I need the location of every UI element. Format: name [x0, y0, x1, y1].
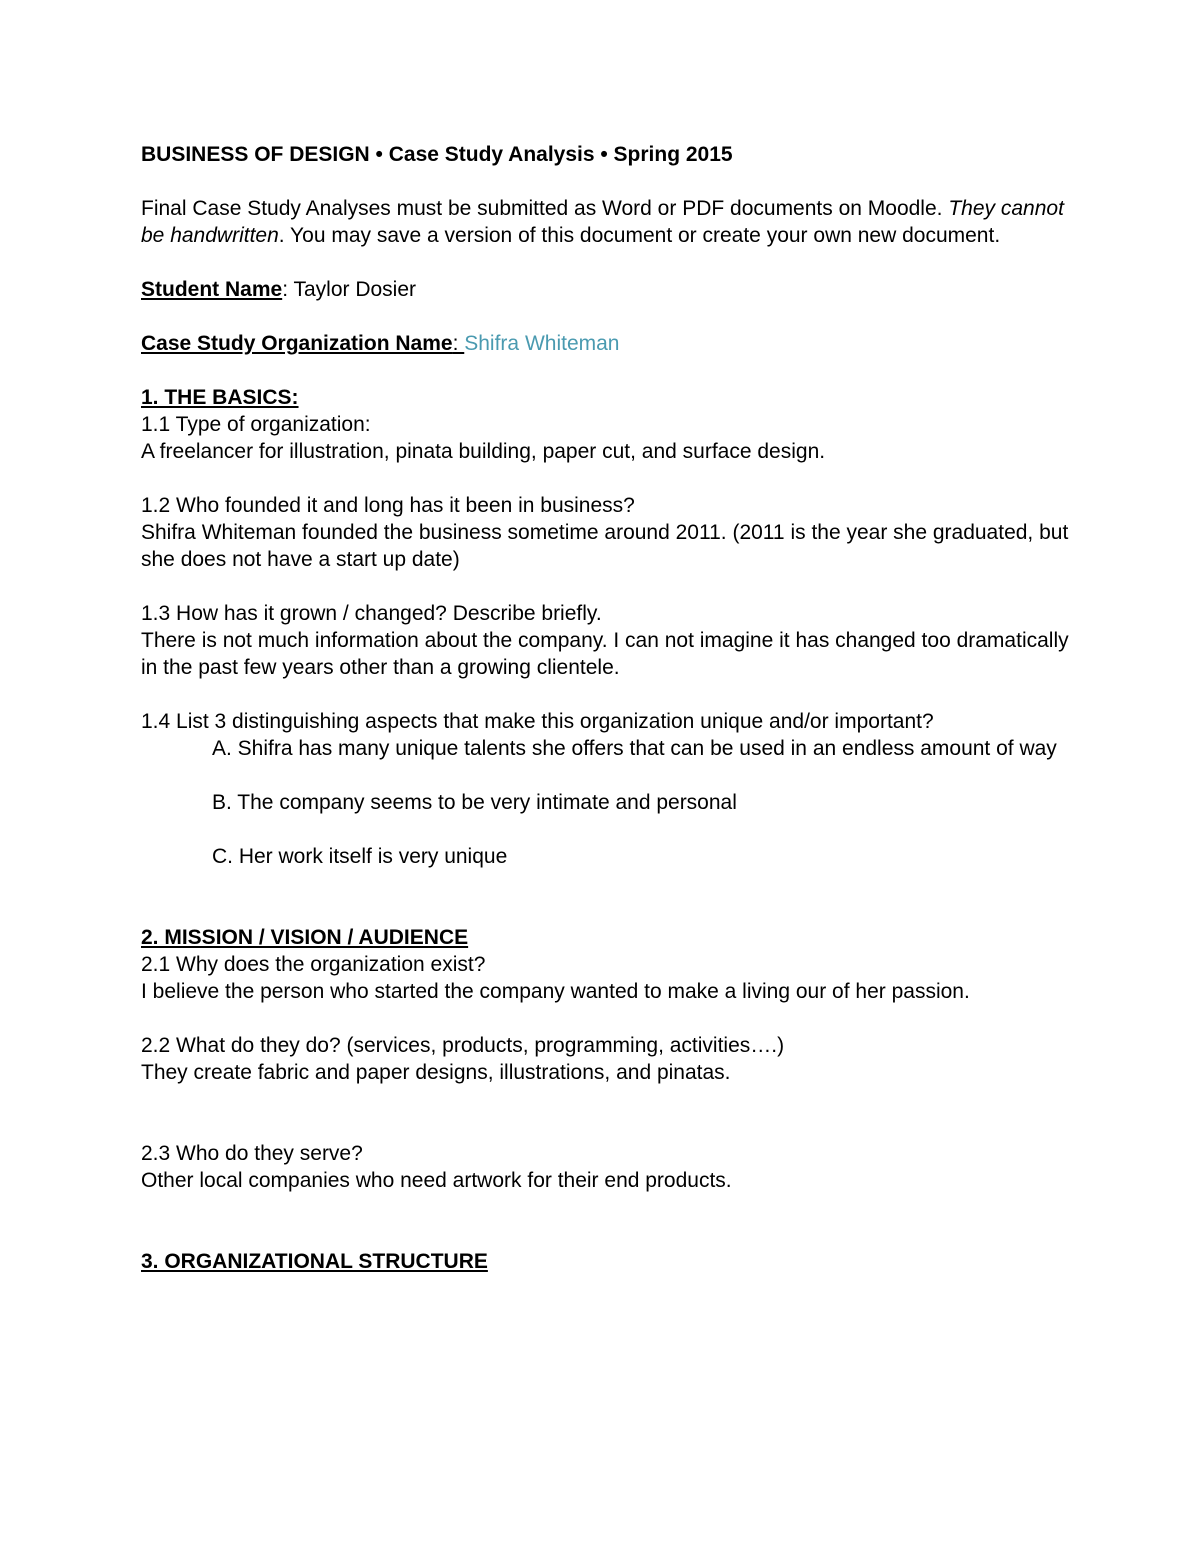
spacer — [141, 1005, 1071, 1032]
question-2-2: 2.2 What do they do? (services, products, programming, activities….) — [141, 1034, 785, 1057]
organization-name-separator: : — [452, 332, 465, 355]
student-name-label: Student Name — [141, 278, 283, 301]
spacer — [141, 816, 1071, 843]
student-name-value: Taylor Dosier — [293, 278, 417, 301]
document-page — [141, 141, 1071, 1275]
list-item-a: A. Shifra has many unique talents she offers that can be used in an endless amount of way — [212, 737, 1057, 760]
organization-name-value: Shifra Whiteman — [464, 332, 620, 355]
question-1-3: 1.3 How has it grown / changed? Describe briefly. — [141, 602, 602, 625]
answer-2-2: They create fabric and paper designs, illustrations, and pinatas. — [141, 1061, 731, 1084]
question-2-3: 2.3 Who do they serve? — [141, 1142, 363, 1165]
intro-paragraph — [141, 195, 1071, 249]
spacer — [141, 573, 1071, 600]
spacer — [141, 1086, 1071, 1140]
spacer — [141, 465, 1071, 492]
section-heading-mission: 2. MISSION / VISION / AUDIENCE — [141, 926, 469, 949]
answer-1-3: There is not much information about the company. I can not imagine it has changed too dramatically in the past few years other than a growing clientele. — [141, 629, 1069, 679]
spacer — [141, 249, 1071, 276]
question-2-1: 2.1 Why does the organization exist? — [141, 953, 486, 976]
section-heading-structure: 3. ORGANIZATIONAL STRUCTURE — [141, 1250, 488, 1273]
document-title: BUSINESS OF DESIGN • Case Study Analysis • Spring 2015 — [141, 143, 733, 166]
list-item-c: C. Her work itself is very unique — [212, 845, 508, 868]
spacer — [141, 681, 1071, 708]
answer-2-1: I believe the person who started the company wanted to make a living our of her passion. — [141, 980, 970, 1003]
spacer — [141, 1194, 1071, 1248]
student-name-separator: : — [282, 278, 294, 301]
intro-line: Final Case Study Analyses must be submitted as Word or PDF documents on Moodle. — [141, 197, 943, 220]
spacer — [141, 357, 1071, 384]
intro-emphasis: They cannot be handwritten — [141, 197, 1064, 247]
list-item-b: B. The company seems to be very intimate and personal — [212, 791, 737, 814]
student-name-line — [141, 276, 1071, 303]
organization-name-label: Case Study Organization Name — [141, 332, 453, 355]
organization-name-line — [141, 330, 1071, 357]
spacer — [141, 168, 1071, 195]
spacer — [141, 870, 1071, 924]
answer-1-2: Shifra Whiteman founded the business sometime around 2011. (2011 is the year she graduated, but she does not have a start up date) — [141, 521, 1069, 571]
section-heading-basics: 1. THE BASICS: — [141, 386, 299, 409]
intro-rest: . You may save a version of this document or create your own new document. — [278, 224, 1001, 247]
question-1-4: 1.4 List 3 distinguishing aspects that make this organization unique and/or important? — [141, 710, 934, 733]
spacer — [141, 762, 1071, 789]
answer-1-1: A freelancer for illustration, pinata building, paper cut, and surface design. — [141, 440, 826, 463]
answer-2-3: Other local companies who need artwork for their end products. — [141, 1169, 732, 1192]
spacer — [141, 303, 1071, 330]
question-1-1: 1.1 Type of organization: — [141, 413, 371, 436]
question-1-2: 1.2 Who founded it and long has it been in business? — [141, 494, 635, 517]
